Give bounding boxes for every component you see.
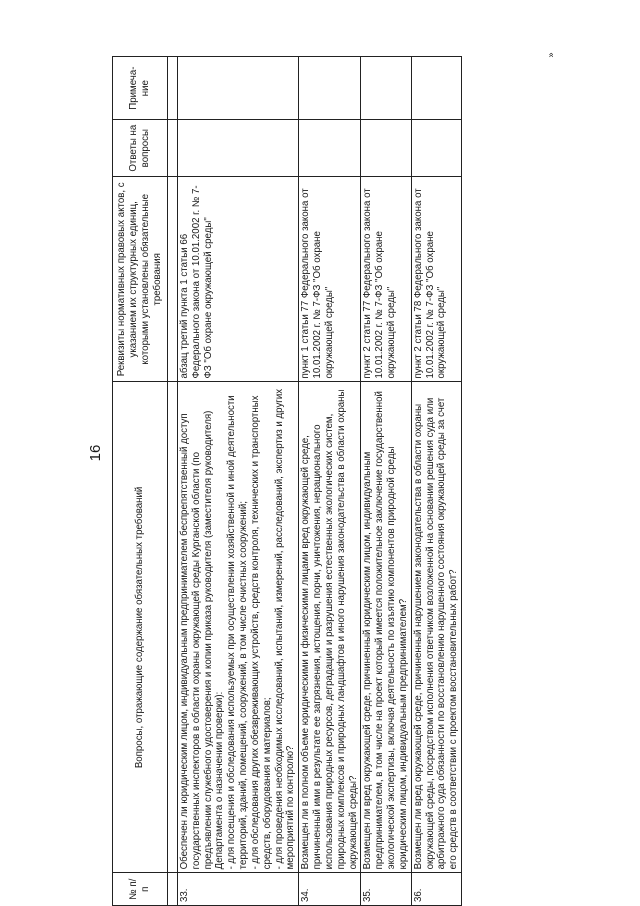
question-cell: Возмещен ли вред окружающей среде, причиненный нарушением законодательства в области охраны окружающей среды, посредством исполнения ответчиком возложенной на основании решения суда или арбитражного суда обязанности по восстановлению нарушенного состояния окружающей среды за счет его средств в соответствии с проектом восстановительных работ? bbox=[411, 382, 461, 873]
header-question: Вопросы, отражающие содержание обязательных требований bbox=[113, 382, 168, 873]
spacer-cell bbox=[168, 382, 178, 873]
header-note: Примеча-ние bbox=[113, 57, 168, 120]
note-cell bbox=[178, 57, 299, 120]
note-cell bbox=[361, 57, 411, 120]
header-number: № п/п bbox=[113, 873, 168, 906]
reference-cell: пункт 2 статьи 77 Федерального закона от 10.01.2002 г. № 7-ФЗ "Об охране окружающей среды" bbox=[361, 177, 411, 382]
table-row bbox=[411, 57, 461, 906]
header-reference: Реквизиты нормативных правовых актов, с указанием их структурных единиц, которыми установлены обязательные требования bbox=[113, 177, 168, 382]
rotated-table-stage bbox=[112, 56, 545, 906]
row-number: 36. bbox=[411, 873, 461, 906]
requirements-table bbox=[112, 56, 462, 906]
question-bullet: - для посещения и обследования используемых при осуществлении хозяйственной и иной деятельности территорий, зданий, помещений, сооружений, в том числе очистных сооружений; bbox=[226, 395, 250, 870]
row-number: 34. bbox=[299, 873, 361, 906]
answer-cell bbox=[361, 120, 411, 177]
rotated-table-wrapper bbox=[112, 56, 545, 906]
page-number: 16 bbox=[87, 444, 104, 462]
question-bullet: - для проведения необходимых исследований, испытаний, измерений, расследований, экспертиз и других мероприятий по контролю? bbox=[273, 388, 297, 870]
note-cell bbox=[411, 57, 461, 120]
table-spacer-row bbox=[168, 57, 178, 906]
row-number: 33. bbox=[178, 873, 299, 906]
reference-cell: пункт 2 статьи 78 Федерального закона от 10.01.2002 г. № 7-ФЗ "Об охране окружающей среды" bbox=[411, 177, 461, 382]
question-cell: Возмещен ли в полном объеме юридическими и физическими лицами вред окружающей среде, причиненный ими в результате ее загрязнения, истощения, порчи, уничтожения, нерационального использования природных ресурсов, деградации и разрушения естественных экологических систем, природных комплексов и природных ландшафтов и иного нарушения законодательства в области охраны окружающей среды? bbox=[299, 382, 361, 873]
question-text: Обеспечен ли юридическим лицом, индивидуальным предпринимателем беспрепятственный доступ государственных инспекторов в области охраны окружающей среды Курганской области (по предъявлении служебного удостоверения и копии приказа руководителя (заместителя руководителя) Департамента о назначении проверки): bbox=[179, 410, 226, 870]
question-cell bbox=[178, 382, 299, 873]
spacer-cell bbox=[168, 177, 178, 382]
reference-cell: абзац третий пункта 1 статьи 66 Федерального закона от 10.01.2002 г. № 7-ФЗ "Об охране окружающей среды" bbox=[178, 177, 299, 382]
answer-cell bbox=[411, 120, 461, 177]
header-answer: Ответы на вопросы bbox=[113, 120, 168, 177]
corner-mark: » bbox=[545, 52, 556, 58]
spacer-cell bbox=[168, 120, 178, 177]
question-bullet: - для обследования других обезвреживающих устройств, средств контроля, технических и транспортных средств, оборудования и материалов; bbox=[249, 395, 273, 870]
row-number: 35. bbox=[361, 873, 411, 906]
reference-cell: пункт 1 статьи 77 Федерального закона от 10.01.2002 г. № 7-ФЗ "Об охране окружающей среды" bbox=[299, 177, 361, 382]
table-row bbox=[178, 57, 299, 906]
table-row bbox=[299, 57, 361, 906]
table-header-row bbox=[113, 57, 168, 906]
note-cell bbox=[299, 57, 361, 120]
answer-cell bbox=[178, 120, 299, 177]
spacer-cell bbox=[168, 57, 178, 120]
spacer-cell bbox=[168, 873, 178, 906]
answer-cell bbox=[299, 120, 361, 177]
question-cell: Возмещен ли вред окружающей среде, причиненный юридическим лицом, индивидуальным предпринимателем, в том числе на проект который имеется положительное заключение государственной экологической экспертизы, включая деятельность по изъятию компонентов природной среды юридическим лицом, индивидуальным предпринимателем? bbox=[361, 382, 411, 873]
table-row bbox=[361, 57, 411, 906]
